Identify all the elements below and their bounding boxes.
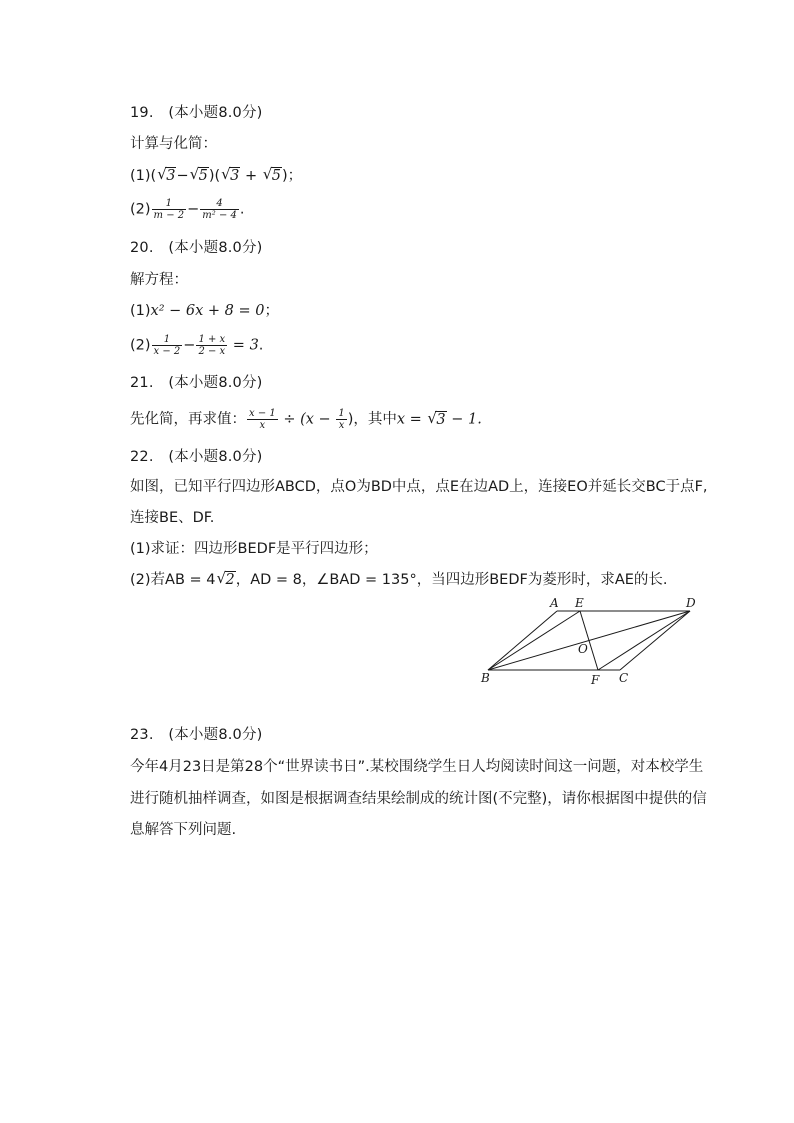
parallelogram-figure: [470, 590, 710, 690]
segment-cd: [620, 611, 690, 670]
fraction: $\frac{1}{m - 2}$: [153, 198, 185, 221]
fraction: $\frac{1 + x}{2 - x}$: [198, 334, 226, 357]
label-o: O: [578, 642, 588, 656]
segment-be: [488, 611, 580, 670]
q22-part2: (2)若AB = 4√ 2，AD = 8，∠BAD = 135°，当四边形BEDF为菱形时，求AE的长.: [130, 570, 668, 590]
q23-line3: 息解答下列问题.: [130, 822, 237, 838]
q20-part2: (2) $\frac{1}{x - 2}$ − $\frac{1 + x}{2 - x}$ = 3.: [130, 334, 264, 357]
segment-df: [598, 611, 690, 670]
q22-line1: 如图，已知平行四边形ABCD，点O为BD中点，点E在边AD上，连接EO并延长交BC于点F,: [130, 479, 708, 495]
fraction: $\frac{x - 1}{x}$: [249, 408, 276, 431]
q19-part2: (2) $\frac{1}{m - 2}$ − $\frac{4}{\text{m² − 4}}$ .: [130, 198, 245, 221]
fraction: $\frac{1}{x - 2}$: [153, 334, 181, 357]
segment-ab: [488, 611, 557, 670]
q19-intro: 计算与化简：: [130, 136, 217, 152]
q20-part1: (1)x² − 6x + 8 = 0；: [130, 303, 279, 319]
q20-intro: 解方程：: [130, 272, 188, 288]
label-e: E: [575, 596, 584, 610]
q22-part1: (1)求证：四边形BEDF是平行四边形；: [130, 541, 378, 557]
q21-header: 21. (本小题8.0分): [130, 375, 263, 391]
fraction: $\frac{4}{\text{m² − 4}}$: [202, 198, 237, 221]
q22-line2: 连接BE、DF.: [130, 510, 215, 526]
q23-line2: 进行随机抽样调查，如图是根据调查结果绘制成的统计图(不完整)，请你根据图中提供的信: [130, 791, 707, 807]
q23-header: 23. (本小题8.0分): [130, 727, 263, 743]
segment-ef: [580, 611, 598, 670]
q22-header: 22. (本小题8.0分): [130, 449, 263, 465]
q21-body: 先化简，再求值： $\frac{x - 1}{x}$ ÷ (x − $\frac{1}{x}$ )，其中x = √ 3 − 1.: [130, 408, 482, 431]
q20-header: 20. (本小题8.0分): [130, 240, 263, 256]
label-b: B: [481, 671, 490, 685]
q19-header: 19. (本小题8.0分): [130, 105, 263, 121]
label-a: A: [550, 596, 559, 610]
q19-part1: (1)(√ 3−√ 5)(√ 3 + √ 5)；: [130, 166, 302, 186]
fraction: $\frac{1}{x}$: [338, 408, 345, 431]
label-c: C: [619, 671, 629, 685]
q23-line1: 今年4月23日是第28个“世界读书日”.某校围绕学生日人均阅读时间这一问题，对本校学生: [130, 759, 704, 775]
label-f: F: [591, 673, 600, 687]
label-d: D: [686, 596, 696, 610]
